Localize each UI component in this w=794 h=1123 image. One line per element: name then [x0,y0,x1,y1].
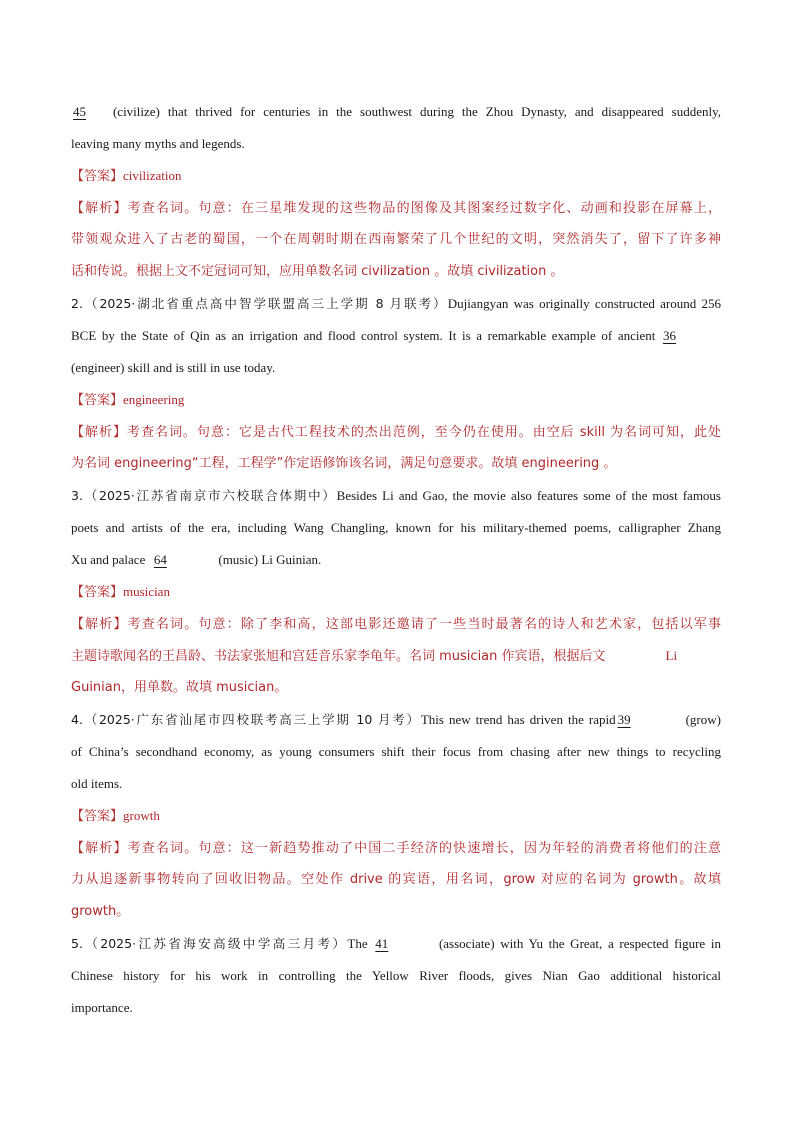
q1-analysis-2: 带领观众进入了古老的蜀国，一个在周朝时期在西南繁荣了几个世纪的文明，突然消失了，留下了许多神 [71,232,721,247]
analysis-tag: 【解析】 [71,425,127,440]
question-text: This new trend has driven the rapid [420,712,616,727]
q2-line-2 [71,320,721,352]
q2-answer [71,384,721,416]
answer-text: growth [123,808,160,823]
q3-analysis-3: Guinian，用单数。故填 musician。 [71,680,288,695]
question-text: (music) Li Guinian. [218,552,322,567]
question-text: Xu and palace [71,552,146,567]
fill-blank: 41 [375,936,389,951]
intro-line-1 [71,96,721,128]
q5-line-1 [71,928,721,960]
q4-line-2: of China’s secondhand economy, as young consumers shift their focus from chasing after new things to recycling [71,744,721,759]
answer-tag: 【答案】 [71,169,124,184]
q1-analysis-3: 话和传说。根据上文不定冠词可知，应用单数名词 civilization 。故填 civilization 。 [71,264,564,279]
question-number: 4.（2025·广东省汕尾市四校联考高三上学期 10 月考） [71,712,421,727]
question-text: (grow) [685,712,721,727]
question-text: BCE by the State of Qin as an irrigation and flood control system. It is a remarkable example of ancient [71,328,656,343]
q4-line-1 [71,704,721,736]
q5-line-3: importance. [71,1000,133,1015]
intro-line-2: leaving many myths and legends. [71,136,245,151]
answer-text: civilization [123,168,182,183]
fill-blank: 45 [73,104,86,119]
fill-blank: 36 [663,328,676,343]
question-text: The [347,936,368,951]
q4-analysis-3: growth。 [71,904,130,919]
answer-text: musician [123,584,170,599]
q2-line-3: (engineer) skill and is still in use today. [71,360,276,375]
analysis-text: 主题诗歌闻名的王昌龄、书法家张旭和宫廷音乐家李龟年。名词 musician 作宾语，根据后文 [71,649,606,664]
intro-text: (civilize) that thrived for centuries in the southwest during the Zhou Dynasty, and disappeared suddenly, [112,104,721,119]
q3-analysis-2 [71,640,721,672]
analysis-text: Li [665,648,678,663]
question-text: (associate) with Yu the Great, a respected figure in [438,936,721,951]
q3-line-2: poets and artists of the era, including Wang Changling, known for his military-themed poems, calligrapher Zhang [71,520,721,535]
analysis-text: 考查名词。句意：这一新趋势推动了中国二手经济的快速增长，因为年轻的消费者将他们的注意 [127,841,721,856]
q2-line-1 [71,288,721,320]
analysis-text: 考查名词。句意：除了李和高，这部电影还邀请了一些当时最著名的诗人和艺术家，包括以军事 [127,617,721,632]
analysis-tag: 【解析】 [71,617,128,632]
fill-blank: 64 [153,552,167,567]
question-number: 2.（2025·湖北省重点高中智学联盟高三上学期 8 月联考） [71,296,448,311]
q1-analysis-1 [71,192,721,224]
q3-answer [71,576,721,608]
question-number: 5.（2025·江苏省海安高级中学高三月考） [71,936,348,951]
analysis-text: 考查名词。句意：它是古代工程技术的杰出范例，至今仍在使用。由空后 skill 为名词可知，此处 [126,425,721,440]
question-text: Dujiangyan was originally constructed around 256 [447,296,721,311]
q2-analysis-1 [71,416,721,448]
answer-tag: 【答案】 [71,809,124,824]
answer-text: engineering [123,392,185,407]
q4-answer [71,800,721,832]
q4-analysis-1 [71,832,721,864]
fill-blank: 39 [617,712,631,727]
document-body [71,96,721,1024]
q3-analysis-1 [71,608,721,640]
question-text: Besides Li and Gao, the movie also features some of the most famous [336,488,721,503]
q3-line-3 [71,544,721,576]
q5-line-2: Chinese history for his work in controlling the Yellow River floods, gives Nian Gao additional historical [71,968,721,983]
analysis-tag: 【解析】 [71,201,128,216]
q3-line-1 [71,480,721,512]
q4-analysis-2: 力从追逐新事物转向了回收旧物品。空处作 drive 的宾语，用名词，grow 对应的名词为 growth。故填 [71,872,721,887]
answer-tag: 【答案】 [71,393,124,408]
answer-tag: 【答案】 [71,585,124,600]
q2-analysis-2: 为名词 engineering“工程，工程学”作定语修饰该名词，满足句意要求。故填 engineering 。 [71,456,617,471]
analysis-text: 考查名词。句意：在三星堆发现的这些物品的图像及其图案经过数字化、动画和投影在屏幕上， [127,201,721,216]
q4-line-3: old items. [71,776,123,791]
q1-answer [71,160,721,192]
analysis-tag: 【解析】 [71,841,128,856]
question-number: 3.（2025·江苏省南京市六校联合体期中） [71,488,337,503]
